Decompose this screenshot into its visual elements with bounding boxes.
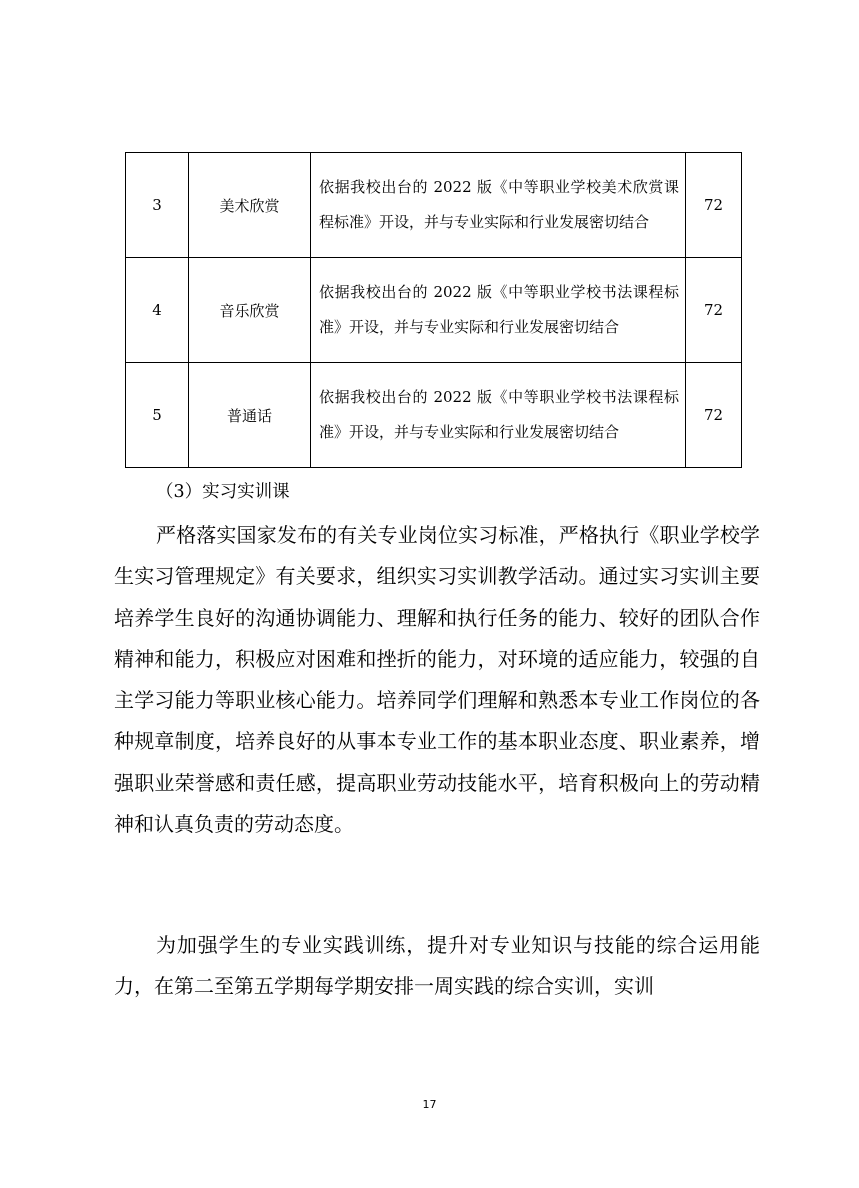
- table-row: [126, 363, 742, 468]
- course-name: 美术欣赏: [189, 153, 311, 258]
- course-index: 3: [126, 153, 189, 258]
- table-row: [126, 153, 742, 258]
- page-number: 17: [422, 1098, 437, 1111]
- course-name: 普通话: [189, 363, 311, 468]
- table-row: [126, 258, 742, 363]
- course-description: 依据我校出台的 2022 版《中等职业学校书法课程标准》开设，并与专业实际和行业发展密切结合: [311, 258, 686, 363]
- course-hours: 72: [686, 153, 742, 258]
- course-hours: 72: [686, 258, 742, 363]
- body-paragraph: 严格落实国家发布的有关专业岗位实习标准，严格执行《职业学校学生实习管理规定》有关要求，组织实习实训教学活动。通过实习实训主要培养学生良好的沟通协调能力、理解和执行任务的能力、较好的团队合作精神和能力，积极应对困难和挫折的能力，对环境的适应能力，较强的自主学习能力等职业核心能力。培养同学们理解和熟悉本专业工作岗位的各种规章制度，培养良好的从事本专业工作的基本职业态度、职业素养，增强职业荣誉感和责任感，提高职业劳动技能水平，培育积极向上的劳动精神和认真负责的劳动态度。: [114, 523, 760, 837]
- course-index: 5: [126, 363, 189, 468]
- body-paragraph: 为加强学生的专业实践训练，提升对专业知识与技能的综合运用能力，在第二至第五学期每学期安排一周实践的综合实训，实训: [114, 933, 760, 999]
- course-name: 音乐欣赏: [189, 258, 311, 363]
- course-hours: 72: [686, 363, 742, 468]
- course-index: 4: [126, 258, 189, 363]
- section-heading: （3）实习实训课: [156, 482, 290, 502]
- course-table: [125, 152, 742, 468]
- course-description: 依据我校出台的 2022 版《中等职业学校书法课程标准》开设，并与专业实际和行业发展密切结合: [311, 363, 686, 468]
- course-description: 依据我校出台的 2022 版《中等职业学校美术欣赏课程标准》开设，并与专业实际和行业发展密切结合: [311, 153, 686, 258]
